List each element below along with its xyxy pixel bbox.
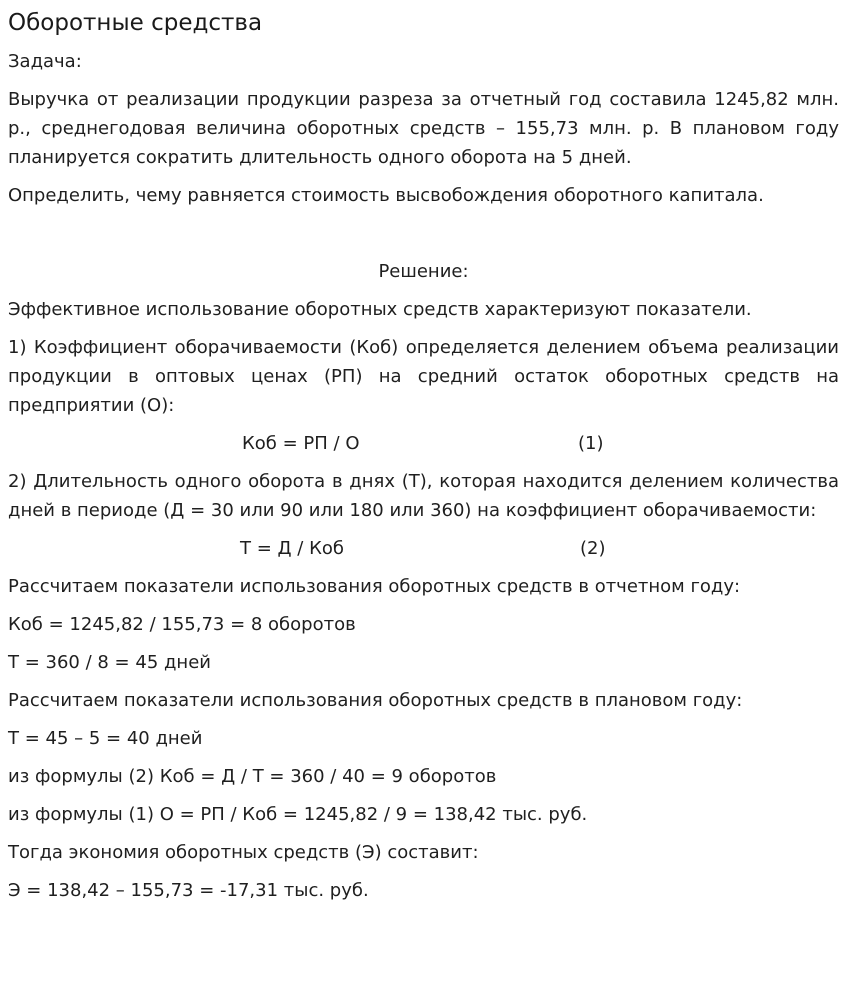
plan-year-heading: Рассчитаем показатели использования оборотных средств в плановом году:	[8, 690, 743, 711]
formula-1-number: (1)	[578, 433, 604, 454]
indicator-turnover-duration: 2) Длительность одного оборота в днях (Т), которая находится делением количества дней в периоде (Д = 30 или 90 или 180 или 360) на коэффициент оборачиваемости:	[8, 471, 839, 521]
plan-calc-line: из формулы (2) Коб = Д / Т = 360 / 40 = 9 оборотов	[8, 766, 497, 787]
page-title: Оборотные средства	[8, 10, 263, 36]
formula-1-expression: Коб = РП / О	[242, 433, 360, 454]
task-label: Задача:	[8, 51, 82, 72]
savings-heading: Тогда экономия оборотных средств (Э) составит:	[8, 842, 479, 863]
plan-calc-line: Т = 45 – 5 = 40 дней	[8, 728, 203, 749]
task-text-revenue: Выручка от реализации продукции разреза за отчетный год составила 1245,82 млн. р., среднегодовая величина оборотных средств – 155,73 млн. р. В плановом году планируется сократить длительность одного оборота на 5 дней.	[8, 89, 839, 168]
formula-2-expression: Т = Д / Коб	[240, 538, 344, 559]
plan-calc-line: из формулы (1) О = РП / Коб = 1245,82 / 9 = 138,42 тыс. руб.	[8, 804, 588, 825]
formula-1	[8, 429, 839, 458]
indicator-turnover-ratio: 1) Коэффициент оборачиваемости (Коб) определяется делением объема реализации продукции в оптовых ценах (РП) на средний остаток оборотных средств на предприятии (О):	[8, 337, 839, 416]
solution-intro: Эффективное использование оборотных средств характеризуют показатели.	[8, 299, 752, 320]
savings-result: Э = 138,42 – 155,73 = -17,31 тыс. руб.	[8, 880, 369, 901]
report-year-heading: Рассчитаем показатели использования оборотных средств в отчетном году:	[8, 576, 741, 597]
report-calc-line: Коб = 1245,82 / 155,73 = 8 оборотов	[8, 614, 356, 635]
solution-label: Решение:	[378, 261, 469, 282]
formula-2-number: (2)	[580, 538, 606, 559]
task-text-question: Определить, чему равняется стоимость высвобождения оборотного капитала.	[8, 185, 764, 206]
section-spacer	[8, 219, 839, 257]
report-calc-line: Т = 360 / 8 = 45 дней	[8, 652, 211, 673]
formula-2	[8, 534, 839, 563]
